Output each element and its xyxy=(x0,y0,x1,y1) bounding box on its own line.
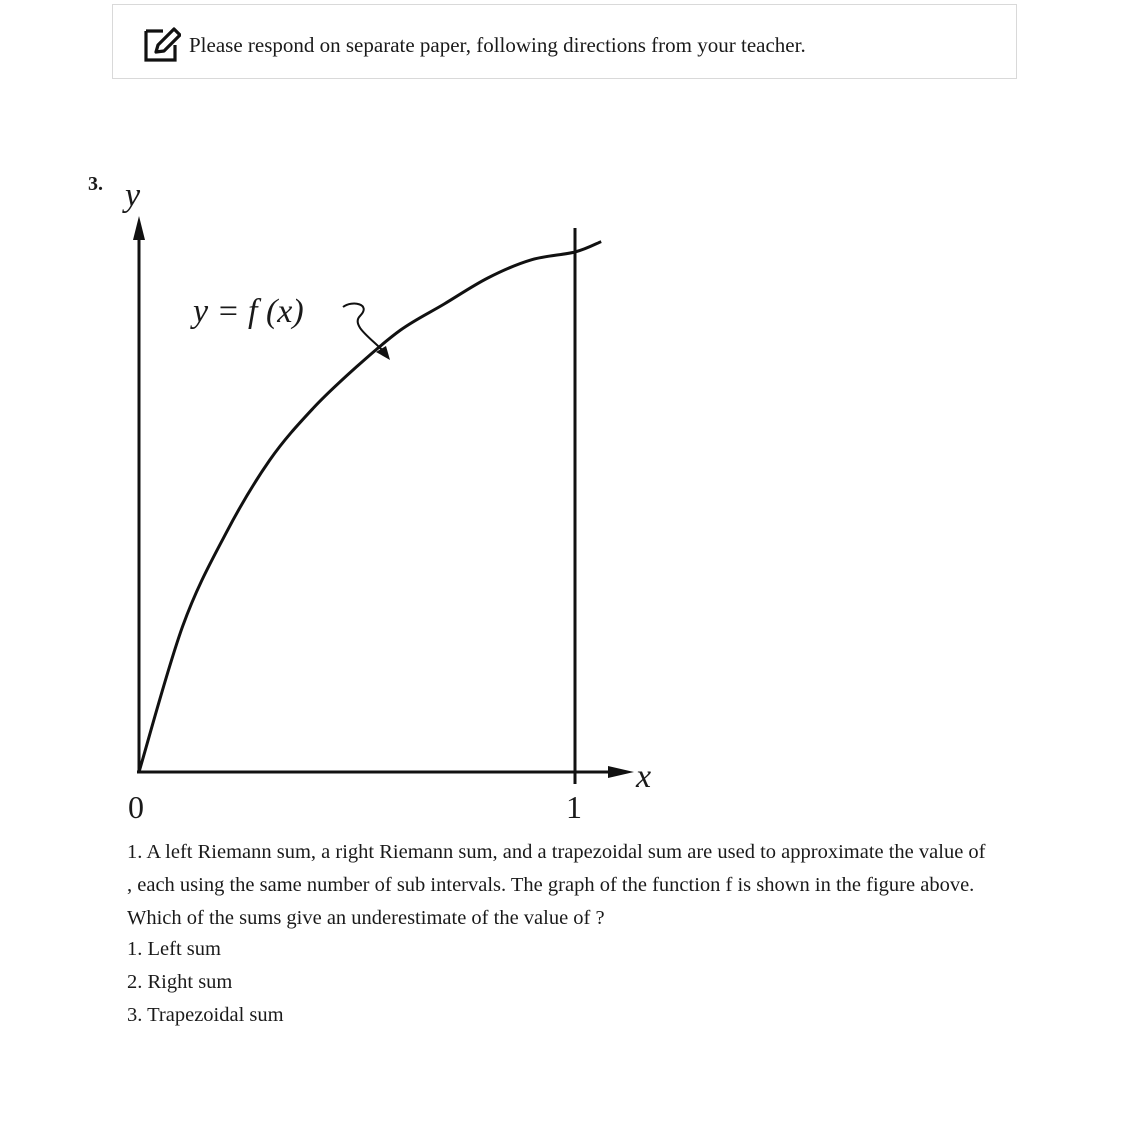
x-axis-label: x xyxy=(636,758,652,795)
label-pointer-arrowhead xyxy=(376,346,390,360)
option-left-sum: 1. Left sum xyxy=(127,938,221,960)
y-axis-arrow xyxy=(133,216,145,240)
option-trapezoidal-sum: 3. Trapezoidal sum xyxy=(127,1004,284,1026)
notice-text: Please respond on separate paper, following directions from your teacher. xyxy=(189,33,806,57)
curve-label: y = f (x) xyxy=(193,293,304,330)
label-pointer xyxy=(343,304,386,354)
question-line-2: , each using the same number of sub intervals. The graph of the function f is shown in the figure above. xyxy=(127,874,975,896)
question-number: 3. xyxy=(88,173,103,195)
function-curve xyxy=(139,242,601,772)
edit-icon xyxy=(143,27,181,63)
y-axis-label: y xyxy=(125,177,141,214)
x-tick-label-0: 0 xyxy=(128,789,144,825)
x-tick-label-1: 1 xyxy=(566,789,582,825)
notice-box xyxy=(112,4,1017,79)
option-right-sum: 2. Right sum xyxy=(127,971,233,993)
question-line-1: 1. A left Riemann sum, a right Riemann sum, and a trapezoidal sum are used to approximate the value of xyxy=(127,841,986,863)
x-axis-arrow xyxy=(608,766,634,778)
question-text xyxy=(127,836,1077,935)
question-line-3: Which of the sums give an underestimate of the value of ? xyxy=(127,907,605,929)
options-list xyxy=(127,933,284,1032)
